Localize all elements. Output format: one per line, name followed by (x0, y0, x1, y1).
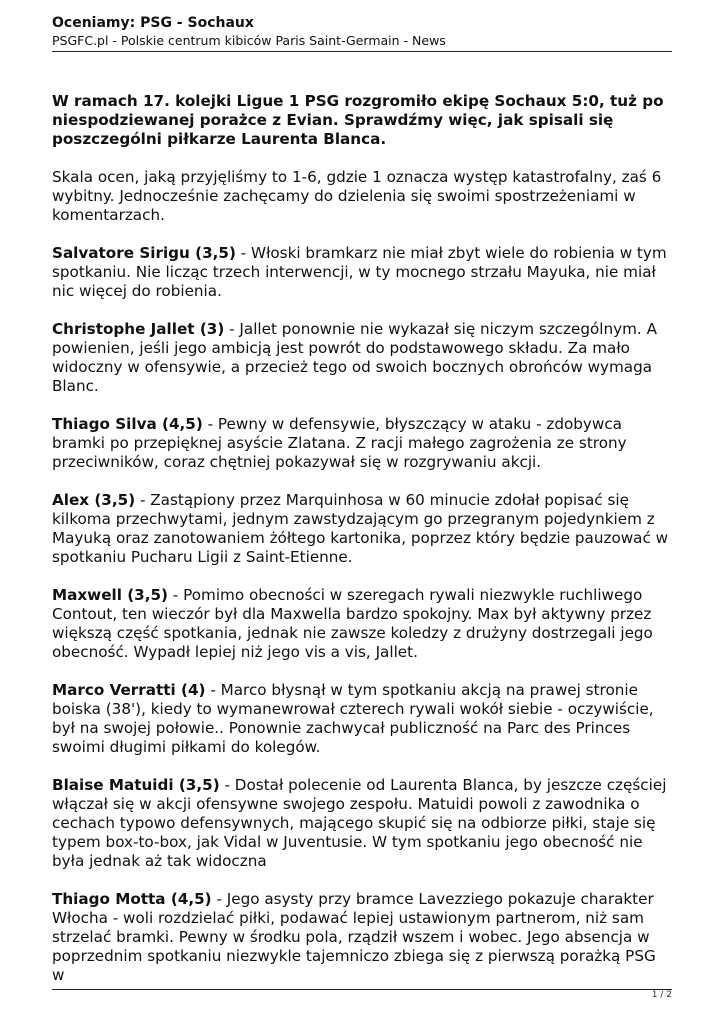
player-name: Christophe Jallet (3) (52, 320, 225, 338)
rating-text: - Jego asysty przy bramce Lavezziego pokazuje charakter Włocha - woli rozdzielać piłki, podawać lepiej ustawionym partnerom, niż sam strzelać bramki. Pewny w środku pola, rządził wszem i wobec. Jego absencja w poprzednim spotkaniu niezwykle tajemniczo zbiega się z pierwszą porażką PSG w (52, 890, 656, 984)
page-number: 1 / 2 (651, 990, 672, 1000)
rating-paragraph (52, 491, 672, 567)
rating-text: - Zastąpiony przez Marquinhosa w 60 minucie zdołał popisać się kilkoma przechwytami, jednym zawstydzającym go przegranym pojedynkiem z Mayuką oraz zanotowaniem żółtego kartonika, poprzez który będzie pauzować w spotkaniu Pucharu Ligii z Saint-Etienne. (52, 491, 669, 566)
player-name: Blaise Matuidi (3,5) (52, 776, 220, 794)
rating-text: - Pewny w defensywie, błyszczący w ataku - zdobywca bramki po przepięknej asyście Zlatana. Z racji małego zagrożenia ze strony przeciwników, coraz chętniej pokazywał się w rozgrywaniu akcji. (52, 415, 627, 471)
player-name: Marco Verratti (4) (52, 681, 206, 699)
rating-paragraph (52, 681, 672, 757)
article-intro: Skala ocen, jaką przyjęliśmy to 1-6, gdzie 1 oznacza występ katastrofalny, zaś 6 wybitny. Jednocześnie zachęcamy do dzielenia się swoimi spostrzeżeniami w komentarzach. (52, 168, 662, 224)
rating-text: - Marco błysnął w tym spotkaniu akcją na prawej stronie boiska (38'), kiedy to wymanewrował czterech rywali wokół siebie - oczywiście, był na swojej połowie.. Ponownie zachwycał publiczność na Parc des Princes swoimi długimi piłkami do kolegów. (52, 681, 654, 756)
document-title: Oceniamy: PSG - Sochaux (52, 15, 254, 31)
rating-text: - Włoski bramkarz nie miał zbyt wiele do robienia w tym spotkaniu. Nie licząc trzech interwencji, w ty mocnego strzału Mayuka, nie miał nic więcej do robienia. (52, 244, 667, 300)
rating-text: - Dostał polecenie od Laurenta Blanca, by jeszcze częściej włączał się w akcji ofensywne swojego zespołu. Matuidi powoli z zawodnika o cechach typowo defensywnych, mającego skupić się na odbiorze piłki, staje się typem box-to-box, jak Vidal w Juventusie. W tym spotkaniu jego obecność nie była jednak aż tak widoczna (52, 776, 667, 870)
player-name: Salvatore Sirigu (3,5) (52, 244, 236, 262)
player-name: Thiago Silva (4,5) (52, 415, 203, 433)
rating-paragraph (52, 415, 672, 472)
rating-paragraph (52, 244, 672, 301)
rating-text: - Jallet ponownie nie wykazał się niczym szczególnym. A powienien, jeśli jego ambicją jest powrót do podstawowego składu. Za mało widoczny w ofensywie, a przecież tego od swoich bocznych obrońców wymaga Blanc. (52, 320, 657, 395)
rating-paragraph (52, 320, 672, 396)
rating-paragraph (52, 586, 672, 662)
player-name: Maxwell (3,5) (52, 586, 168, 604)
player-name: Thiago Motta (4,5) (52, 890, 212, 908)
article-lead: W ramach 17. kolejki Ligue 1 PSG rozgromiło ekipę Sochaux 5:0, tuż po niespodziewanej porażce z Evian. Sprawdźmy więc, jak spisali się poszczególni piłkarze Laurenta Blanca. (52, 92, 664, 148)
player-name: Alex (3,5) (52, 491, 136, 509)
article-body (52, 92, 672, 1004)
rating-paragraph (52, 890, 672, 985)
footer-divider (52, 989, 672, 990)
rating-paragraph (52, 776, 672, 871)
rating-text: - Pomimo obecności w szeregach rywali niezwykle ruchliwego Contout, ten wieczór był dla Maxwella bardzo spokojny. Max był aktywny przez większą część spotkania, jednak nie zawsze koledzy z drużyny dostrzegali jego obecność. Wypadł lepiej niż jego vis a vis, Jallet. (52, 586, 653, 661)
header-divider (52, 51, 672, 52)
document-subtitle: PSGFC.pl - Polskie centrum kibiców Paris Saint-Germain - News (52, 33, 446, 48)
document-header (52, 14, 672, 49)
